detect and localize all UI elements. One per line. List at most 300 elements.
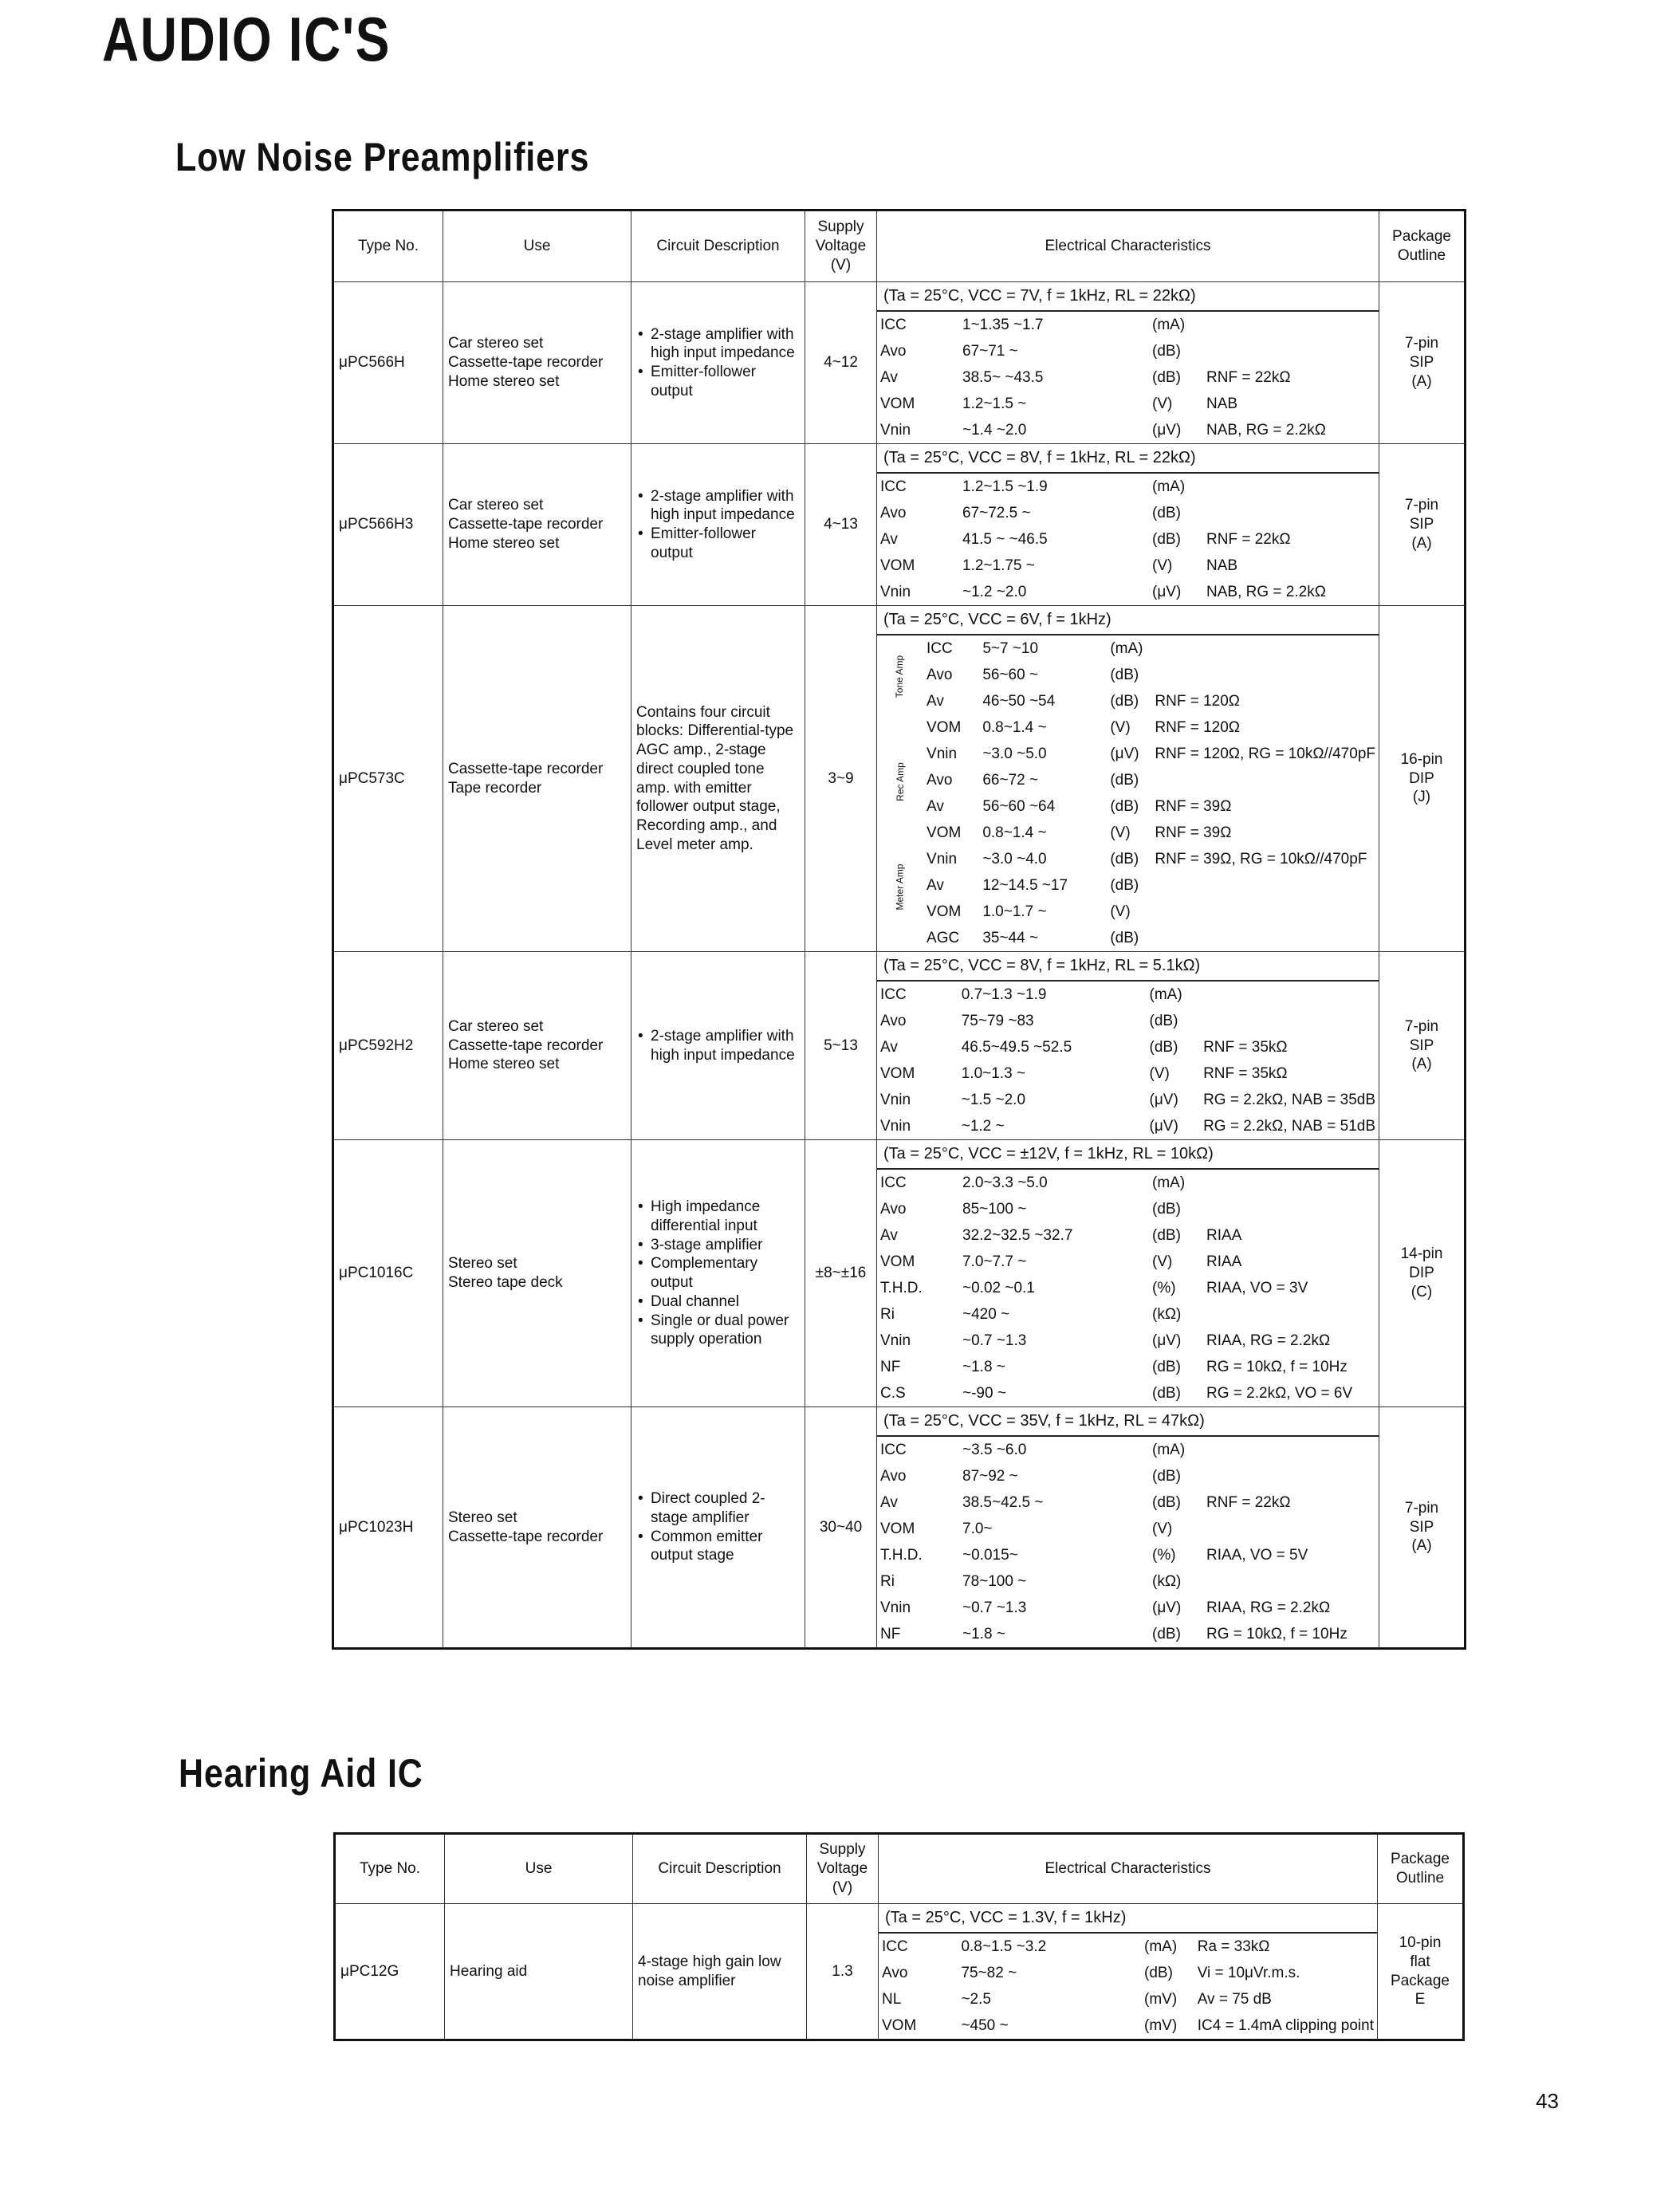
param-condition	[1203, 312, 1379, 338]
use-cell: Cassette-tape recorder Tape recorder	[443, 606, 631, 952]
device-row	[333, 952, 1466, 1140]
param-row	[877, 767, 1379, 793]
param-value: 67~71 ~	[962, 342, 1018, 360]
header-type: Type No.	[333, 210, 443, 282]
param-value: 0.8~1.4 ~	[982, 824, 1047, 841]
supply-voltage: 5~13	[805, 952, 877, 1140]
electrical-characteristics	[877, 282, 1379, 444]
param-unit: (dB)	[1152, 1467, 1181, 1485]
electrical-characteristics	[877, 952, 1379, 1140]
param-condition	[1203, 1196, 1379, 1222]
param-row	[877, 1301, 1379, 1328]
package-outline: 7-pin SIP (A)	[1379, 444, 1466, 606]
param-value: ~1.2 ~	[961, 1117, 1005, 1135]
param-condition: RNF = 39Ω, RG = 10kΩ//470pF	[1155, 850, 1367, 867]
param-value: ~0.7 ~1.3	[962, 1599, 1027, 1616]
param-table	[879, 1934, 1377, 2039]
param-value: 2.0~3.3 ~5.0	[962, 1174, 1048, 1191]
param-row	[877, 688, 1379, 714]
circuit-list	[636, 1027, 800, 1065]
param-value: 66~72 ~	[982, 771, 1039, 789]
param-value: 38.5~ ~43.5	[962, 368, 1044, 386]
param-condition	[1203, 1170, 1379, 1196]
param-value: 7.0~	[962, 1520, 993, 1537]
param-value: 12~14.5 ~17	[982, 876, 1068, 894]
param-condition	[1203, 474, 1379, 500]
param-unit: (mV)	[1144, 2016, 1178, 2034]
param-unit: (dB)	[1152, 1493, 1181, 1511]
param-value: 46~50 ~54	[982, 692, 1056, 710]
section-title-hearing: Hearing Aid IC	[179, 1751, 423, 1796]
use-cell: Car stereo set Cassette-tape recorder Home stereo set	[443, 952, 631, 1140]
param-row	[879, 2012, 1377, 2039]
param-row	[877, 793, 1379, 820]
param-unit: (dB)	[1110, 876, 1139, 894]
param-unit: (dB)	[1110, 850, 1139, 867]
param-symbol: Vnin	[880, 1332, 911, 1349]
param-symbol: Avo	[880, 1467, 907, 1485]
test-conditions: (Ta = 25°C, VCC = ±12V, f = 1kHz, RL = 10kΩ)	[877, 1140, 1379, 1170]
electrical-characteristics	[879, 1904, 1378, 2040]
param-value: ~1.4 ~2.0	[962, 421, 1027, 439]
param-table	[877, 1170, 1379, 1406]
param-unit: (dB)	[1152, 1625, 1181, 1643]
param-condition: Ra = 33kΩ	[1197, 1938, 1270, 1955]
param-value: ~3.0 ~5.0	[982, 745, 1047, 762]
param-value: ~-90 ~	[962, 1384, 1006, 1402]
param-value: 1.0~1.3 ~	[961, 1064, 1026, 1082]
param-row	[877, 500, 1379, 526]
param-row	[877, 1489, 1379, 1516]
param-row	[877, 925, 1379, 951]
param-group	[877, 655, 923, 698]
page-title: AUDIO IC'S	[102, 4, 391, 74]
param-symbol: Avo	[927, 666, 953, 683]
param-condition: RNF = 22kΩ	[1206, 530, 1291, 548]
param-symbol: VOM	[880, 557, 915, 574]
header-use: Use	[443, 210, 631, 282]
param-unit: (V)	[1149, 1064, 1170, 1082]
param-condition	[1200, 1008, 1379, 1034]
param-condition: RG = 10kΩ, f = 10Hz	[1206, 1625, 1348, 1643]
param-condition	[1203, 1437, 1379, 1463]
param-unit: (V)	[1110, 824, 1131, 841]
param-unit: (μV)	[1152, 421, 1182, 439]
param-row	[877, 662, 1379, 688]
param-value: 7.0~7.7 ~	[962, 1253, 1027, 1270]
device-row	[333, 282, 1466, 444]
param-symbol: Vnin	[880, 1117, 911, 1135]
param-symbol: Vnin	[880, 1091, 911, 1108]
header-use: Use	[445, 1834, 633, 1904]
param-condition	[1203, 1463, 1379, 1489]
supply-voltage: 4~12	[805, 282, 877, 444]
param-unit: (%)	[1152, 1279, 1176, 1296]
circuit-item: • Single or dual power supply operation	[636, 1312, 800, 1350]
param-unit: (dB)	[1110, 797, 1139, 815]
param-symbol: ICC	[880, 1174, 907, 1191]
param-symbol: Ri	[880, 1305, 895, 1323]
param-symbol: Avo	[880, 342, 907, 360]
package-outline: 16-pin DIP (J)	[1379, 606, 1466, 952]
param-value: 41.5 ~ ~46.5	[962, 530, 1048, 548]
circuit-text: 4-stage high gain low noise amplifier	[638, 1953, 781, 1989]
param-row	[877, 312, 1379, 338]
param-row	[877, 872, 1379, 899]
param-unit: (dB)	[1110, 692, 1139, 710]
param-value: 46.5~49.5 ~52.5	[961, 1038, 1072, 1056]
param-symbol: Av	[927, 876, 944, 894]
param-value: 0.8~1.4 ~	[982, 718, 1047, 736]
param-unit: (dB)	[1152, 1200, 1181, 1218]
param-symbol: Ri	[880, 1572, 895, 1590]
supply-voltage: ±8~±16	[805, 1140, 877, 1407]
electrical-characteristics	[877, 606, 1379, 952]
test-conditions: (Ta = 25°C, VCC = 6V, f = 1kHz)	[877, 606, 1379, 635]
param-value: 75~82 ~	[961, 1964, 1017, 1981]
param-unit: (mA)	[1152, 1441, 1186, 1458]
circuit-list	[636, 487, 800, 563]
param-condition: RIAA, VO = 3V	[1206, 1279, 1308, 1296]
param-symbol: Av	[927, 797, 944, 815]
package-outline: 7-pin SIP (A)	[1379, 1407, 1466, 1649]
circuit-item: • Emitter-follower output	[636, 363, 800, 401]
param-row	[877, 1463, 1379, 1489]
param-row	[877, 1621, 1379, 1647]
param-row	[877, 1170, 1379, 1196]
param-row	[877, 338, 1379, 364]
param-value: 32.2~32.5 ~32.7	[962, 1226, 1073, 1244]
param-condition: RIAA, VO = 5V	[1206, 1546, 1308, 1564]
param-unit: (dB)	[1110, 771, 1139, 789]
param-table	[877, 635, 1379, 951]
param-condition: RG = 10kΩ, f = 10Hz	[1206, 1358, 1348, 1375]
device-row	[333, 444, 1466, 606]
param-row	[877, 1060, 1379, 1087]
circuit-description	[631, 444, 805, 606]
param-group-label: Rec Amp	[894, 761, 906, 801]
header-package: Package Outline	[1379, 210, 1466, 282]
param-condition	[1200, 982, 1379, 1008]
param-value: 1.2~1.5 ~1.9	[962, 478, 1048, 495]
param-row	[877, 1380, 1379, 1406]
param-value: 87~92 ~	[962, 1467, 1018, 1485]
header-supply: Supply Voltage (V)	[807, 1834, 879, 1904]
electrical-characteristics	[877, 1140, 1379, 1407]
param-symbol: Avo	[880, 504, 907, 521]
circuit-item: • Dual channel	[636, 1292, 800, 1312]
param-condition: IC4 = 1.4mA clipping point	[1197, 2016, 1374, 2034]
circuit-item: • 2-stage amplifier with high input impedance	[636, 325, 800, 364]
param-condition: RIAA, RG = 2.2kΩ	[1206, 1332, 1331, 1349]
param-value: 0.7~1.3 ~1.9	[961, 986, 1047, 1003]
param-symbol: Avo	[927, 771, 953, 789]
param-value: ~420 ~	[962, 1305, 1010, 1323]
electrical-characteristics	[877, 1407, 1379, 1649]
param-symbol: AGC	[927, 929, 960, 946]
circuit-item: • Complementary output	[636, 1254, 800, 1292]
param-condition: RNF = 22kΩ	[1206, 1493, 1291, 1511]
param-value: ~2.5	[961, 1990, 991, 2008]
param-unit: (V)	[1152, 1520, 1173, 1537]
param-symbol: Vnin	[927, 745, 958, 762]
param-symbol: Avo	[880, 1200, 907, 1218]
circuit-list	[636, 1198, 800, 1349]
param-symbol: VOM	[927, 718, 962, 736]
param-unit: (μV)	[1152, 1332, 1182, 1349]
param-row	[877, 1249, 1379, 1275]
param-unit: (kΩ)	[1152, 1572, 1182, 1590]
param-symbol: NL	[882, 1990, 902, 2008]
param-value: 35~44 ~	[982, 929, 1039, 946]
param-row	[877, 1196, 1379, 1222]
param-condition	[1151, 899, 1379, 925]
header-circuit: Circuit Description	[633, 1834, 807, 1904]
param-symbol: ICC	[880, 986, 907, 1003]
param-row	[877, 635, 1379, 662]
header-electrical: Electrical Characteristics	[879, 1834, 1378, 1904]
param-symbol: Av	[880, 1038, 898, 1056]
param-condition: RNF = 120Ω	[1155, 718, 1241, 736]
param-symbol: Av	[880, 368, 898, 386]
param-row	[879, 1986, 1377, 2012]
param-symbol: NF	[880, 1358, 901, 1375]
param-group-label: Meter Amp	[894, 864, 906, 911]
param-condition	[1151, 767, 1379, 793]
param-row	[877, 741, 1379, 767]
param-row	[877, 1034, 1379, 1060]
param-symbol: Av	[880, 1226, 898, 1244]
type-no: μPC566H3	[333, 444, 443, 606]
param-unit: (μV)	[1152, 1599, 1182, 1616]
param-row	[877, 553, 1379, 579]
param-value: ~0.7 ~1.3	[962, 1332, 1027, 1349]
param-row	[877, 1275, 1379, 1301]
circuit-item: • 2-stage amplifier with high input impedance	[636, 1027, 800, 1065]
param-condition: RG = 2.2kΩ, NAB = 35dB	[1203, 1091, 1375, 1108]
param-table	[877, 474, 1379, 605]
param-row	[877, 417, 1379, 443]
param-row	[877, 1113, 1379, 1139]
param-condition: RG = 2.2kΩ, NAB = 51dB	[1203, 1117, 1375, 1135]
test-conditions: (Ta = 25°C, VCC = 8V, f = 1kHz, RL = 22kΩ)	[877, 444, 1379, 474]
device-row	[335, 1904, 1464, 2040]
type-no: μPC12G	[335, 1904, 445, 2040]
supply-voltage: 4~13	[805, 444, 877, 606]
param-unit: (dB)	[1152, 342, 1181, 360]
circuit-item: • 2-stage amplifier with high input impedance	[636, 487, 800, 525]
use-cell: Stereo set Cassette-tape recorder	[443, 1407, 631, 1649]
param-row	[877, 364, 1379, 391]
param-row	[877, 1542, 1379, 1568]
param-value: ~1.2 ~2.0	[962, 583, 1027, 600]
param-value: 78~100 ~	[962, 1572, 1027, 1590]
param-table	[877, 982, 1379, 1139]
param-condition: NAB	[1206, 395, 1238, 412]
circuit-description	[631, 952, 805, 1140]
param-unit: (dB)	[1152, 530, 1181, 548]
circuit-text: Contains four circuit blocks: Differential-type AGC amp., 2-stage direct coupled tone amp. with emitter follower output stage, Recording amp., and Level meter amp.	[636, 703, 794, 853]
param-condition: RG = 2.2kΩ, VO = 6V	[1206, 1384, 1353, 1402]
param-condition	[1203, 1516, 1379, 1542]
circuit-description	[633, 1904, 807, 2040]
circuit-description	[631, 282, 805, 444]
param-condition: NAB, RG = 2.2kΩ	[1206, 421, 1326, 439]
param-unit: (μV)	[1149, 1091, 1178, 1108]
param-table	[877, 312, 1379, 443]
header-electrical: Electrical Characteristics	[877, 210, 1379, 282]
param-row	[877, 714, 1379, 741]
param-unit: (mA)	[1152, 478, 1186, 495]
param-symbol: T.H.D.	[880, 1279, 923, 1296]
param-symbol: Avo	[882, 1964, 908, 1981]
param-unit: (mA)	[1144, 1938, 1178, 1955]
header-supply: Supply Voltage (V)	[805, 210, 877, 282]
param-condition: RNF = 120Ω, RG = 10kΩ//470pF	[1155, 745, 1375, 762]
param-value: 5~7 ~10	[982, 639, 1039, 657]
type-no: μPC592H2	[333, 952, 443, 1140]
param-value: 1.2~1.75 ~	[962, 557, 1035, 574]
param-unit: (dB)	[1152, 1384, 1181, 1402]
param-symbol: VOM	[880, 395, 915, 412]
param-unit: (V)	[1152, 395, 1173, 412]
param-unit: (dB)	[1152, 1226, 1181, 1244]
param-unit: (mA)	[1110, 639, 1143, 657]
param-condition: RIAA	[1206, 1253, 1242, 1270]
param-value: 38.5~42.5 ~	[962, 1493, 1044, 1511]
param-row	[877, 1328, 1379, 1354]
param-value: 56~60 ~64	[982, 797, 1056, 815]
package-outline: 14-pin DIP (C)	[1379, 1140, 1466, 1407]
param-condition: RNF = 120Ω	[1155, 692, 1241, 710]
param-value: ~3.0 ~4.0	[982, 850, 1047, 867]
test-conditions: (Ta = 25°C, VCC = 7V, f = 1kHz, RL = 22kΩ)	[877, 282, 1379, 312]
param-condition: NAB, RG = 2.2kΩ	[1206, 583, 1326, 600]
param-table	[877, 1437, 1379, 1647]
param-condition	[1151, 925, 1379, 951]
param-unit: (V)	[1152, 557, 1173, 574]
param-row	[877, 1516, 1379, 1542]
test-conditions: (Ta = 25°C, VCC = 1.3V, f = 1kHz)	[879, 1904, 1377, 1934]
param-value: 1.0~1.7 ~	[982, 903, 1047, 920]
supply-voltage: 30~40	[805, 1407, 877, 1649]
package-outline: 10-pin flat Package E	[1378, 1904, 1464, 2040]
param-unit: (dB)	[1110, 666, 1139, 683]
header-type: Type No.	[335, 1834, 445, 1904]
param-unit: (mA)	[1149, 986, 1182, 1003]
circuit-description	[631, 1140, 805, 1407]
param-symbol: Vnin	[880, 1599, 911, 1616]
param-value: ~0.02 ~0.1	[962, 1279, 1035, 1296]
param-condition: RNF = 35kΩ	[1203, 1064, 1288, 1082]
package-outline: 7-pin SIP (A)	[1379, 282, 1466, 444]
param-unit: (%)	[1152, 1546, 1176, 1564]
param-value: 0.8~1.5 ~3.2	[961, 1938, 1047, 1955]
param-symbol: T.H.D.	[880, 1546, 923, 1564]
package-outline: 7-pin SIP (A)	[1379, 952, 1466, 1140]
param-value: ~0.015~	[962, 1546, 1018, 1564]
param-row	[877, 1437, 1379, 1463]
test-conditions: (Ta = 25°C, VCC = 35V, f = 1kHz, RL = 47kΩ)	[877, 1407, 1379, 1437]
electrical-characteristics	[877, 444, 1379, 606]
device-row	[333, 606, 1466, 952]
param-row	[877, 1222, 1379, 1249]
device-row	[333, 1407, 1466, 1649]
circuit-description	[631, 606, 805, 952]
param-condition	[1151, 662, 1379, 688]
circuit-list	[636, 1489, 800, 1565]
param-condition: NAB	[1206, 557, 1238, 574]
header-package: Package Outline	[1378, 1834, 1464, 1904]
param-row	[877, 982, 1379, 1008]
param-row	[877, 579, 1379, 605]
param-symbol: ICC	[880, 316, 907, 333]
type-no: μPC1023H	[333, 1407, 443, 1649]
param-value: ~1.8 ~	[962, 1625, 1005, 1643]
param-symbol: Av	[880, 1493, 898, 1511]
param-symbol: Vnin	[880, 421, 911, 439]
param-symbol: ICC	[880, 1441, 907, 1458]
preamp-table	[332, 209, 1466, 1650]
param-condition: RNF = 35kΩ	[1203, 1038, 1288, 1056]
circuit-list	[636, 325, 800, 401]
param-unit: (dB)	[1149, 1038, 1178, 1056]
param-value: 1.2~1.5 ~	[962, 395, 1027, 412]
param-unit: (dB)	[1152, 1358, 1181, 1375]
param-condition: RNF = 22kΩ	[1206, 368, 1291, 386]
param-unit: (dB)	[1149, 1012, 1178, 1029]
param-symbol: Av	[927, 692, 944, 710]
circuit-item: • Direct coupled 2-stage amplifier	[636, 1489, 800, 1528]
param-row	[877, 526, 1379, 553]
param-unit: (mA)	[1152, 1174, 1186, 1191]
param-unit: (V)	[1110, 903, 1131, 920]
device-row	[333, 1140, 1466, 1407]
param-group	[877, 714, 923, 741]
param-unit: (μV)	[1149, 1117, 1178, 1135]
param-row	[877, 1354, 1379, 1380]
param-value: ~3.5 ~6.0	[962, 1441, 1027, 1458]
supply-voltage: 3~9	[805, 606, 877, 952]
param-group	[877, 761, 923, 801]
param-condition	[1203, 500, 1379, 526]
param-unit: (dB)	[1110, 929, 1139, 946]
param-unit: (mA)	[1152, 316, 1186, 333]
param-row	[879, 1934, 1377, 1960]
param-unit: (dB)	[1152, 368, 1181, 386]
param-condition	[1203, 338, 1379, 364]
param-condition: RNF = 39Ω	[1155, 797, 1232, 815]
test-conditions: (Ta = 25°C, VCC = 8V, f = 1kHz, RL = 5.1kΩ)	[877, 952, 1379, 982]
param-value: 67~72.5 ~	[962, 504, 1031, 521]
section-title-preamp: Low Noise Preamplifiers	[175, 135, 590, 179]
param-unit: (V)	[1152, 1253, 1173, 1270]
param-symbol: ICC	[880, 478, 907, 495]
param-symbol: NF	[880, 1625, 901, 1643]
type-no: μPC573C	[333, 606, 443, 952]
param-row	[877, 1008, 1379, 1034]
param-value: 56~60 ~	[982, 666, 1039, 683]
param-row	[877, 1568, 1379, 1595]
circuit-description	[631, 1407, 805, 1649]
param-unit: (V)	[1110, 718, 1131, 736]
circuit-item: • 3-stage amplifier	[636, 1236, 800, 1255]
param-value: 75~79 ~83	[961, 1012, 1034, 1029]
use-cell: Car stereo set Cassette-tape recorder Home stereo set	[443, 444, 631, 606]
param-symbol: VOM	[880, 1253, 915, 1270]
supply-voltage: 1.3	[807, 1904, 879, 2040]
param-condition	[1151, 635, 1379, 662]
